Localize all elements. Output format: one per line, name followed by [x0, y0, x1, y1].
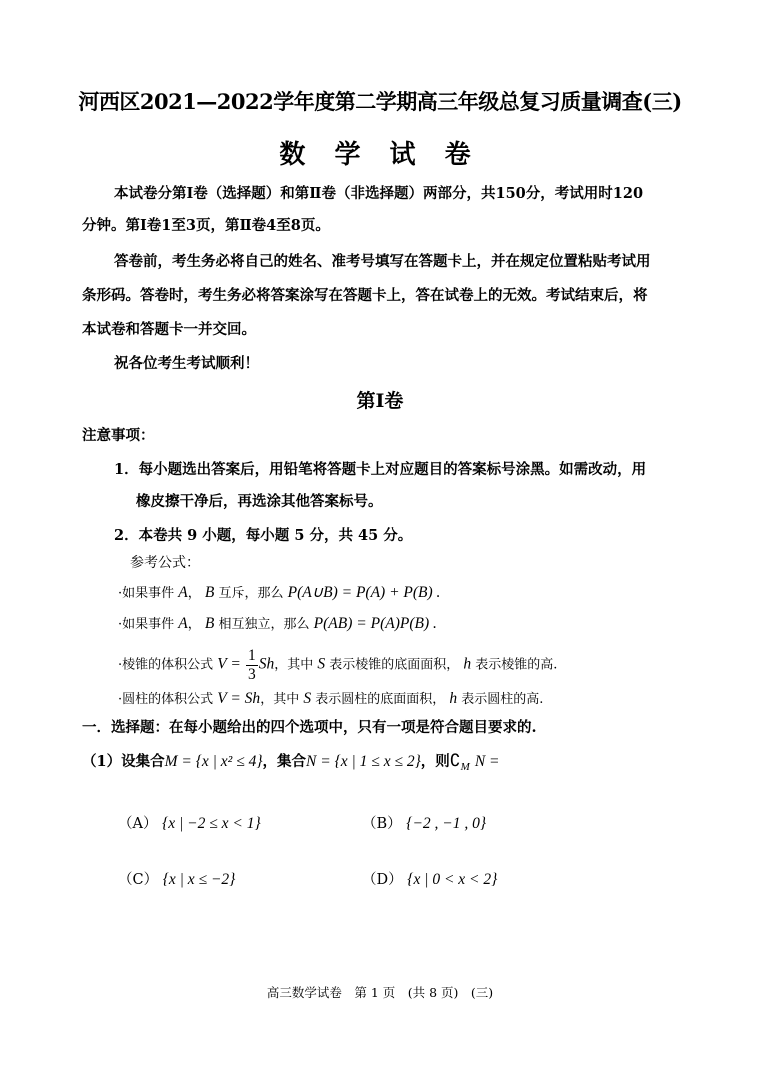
intro-line-6: 祝各位考生考试顺利！ — [114, 355, 259, 372]
option-b[interactable]: （B） {−2 , −1 , 0} — [362, 815, 487, 832]
question-1: （1）设集合M = {x | x² ≤ 4}，集合N = {x | 1 ≤ x ≤ 2}，则$∁_M$ N = — [82, 751, 500, 773]
complement-symbol: ∁ — [449, 751, 461, 771]
part-one-heading: 一．选择题：在每小题给出的四个选项中，只有一项是符合题目要求的. — [82, 719, 537, 736]
note-1-line-1: 1．每小题选出答案后，用铅笔将答题卡上对应题目的答案标号涂黑。如需改动，用 — [114, 461, 647, 478]
page-footer: 高三数学试卷 第 1 页 (共 8 页) (三) — [266, 985, 494, 1000]
note-2: 2．本卷共 9 小题，每小题 5 分，共 45 分。 — [114, 527, 413, 544]
intro-line-2: 分钟。第Ⅰ卷1至3页，第Ⅱ卷4至8页。 — [82, 217, 330, 234]
reference-formula-label: 参考公式： — [130, 555, 200, 571]
exam-title: 河西区2021—2022学年度第二学期高三年级总复习质量调查(三) — [78, 89, 682, 114]
section-title: 第Ⅰ卷 — [356, 390, 404, 412]
intro-line-3: 答卷前，考生务必将自己的姓名、准考号填写在答题卡上，并在规定位置粘贴考试用 — [114, 253, 651, 270]
notes-label: 注意事项： — [82, 427, 155, 444]
fraction-one-third: $\frac{1}{3}$ — [247, 647, 256, 683]
option-d[interactable]: （D） {x | 0 < x < 2} — [362, 871, 498, 888]
note-1-line-2: 橡皮擦干净后，再选涂其他答案标号。 — [136, 493, 383, 510]
formula-union: ·如果事件 A， B 互斥，那么 P(A∪B) = P(A) + P(B) . — [118, 584, 441, 601]
exam-subtitle: 数 学 试 卷 — [279, 140, 481, 170]
intro-line-1: 本试卷分第Ⅰ卷（选择题）和第Ⅱ卷（非选择题）两部分，共150分，考试用时120 — [114, 185, 644, 202]
formula-pyramid-volume: ·棱锥的体积公式 V = $\frac{1}{3}$ Sh，其中 S 表示棱锥的底面面积， h 表示棱锥的高. — [118, 647, 558, 683]
formula-independent: ·如果事件 A， B 相互独立，那么 P(AB) = P(A)P(B) . — [118, 615, 437, 632]
option-c[interactable]: （C） {x | x ≤ −2} — [118, 871, 236, 888]
formula-cylinder-volume: ·圆柱的体积公式 V = Sh，其中 S 表示圆柱的底面面积， h 表示圆柱的高. — [118, 690, 544, 707]
option-a[interactable]: （A） {x | −2 ≤ x < 1} — [118, 815, 261, 832]
set-m: M = {x | x² ≤ 4} — [164, 753, 263, 770]
intro-line-5: 本试卷和答题卡一并交回。 — [82, 321, 256, 338]
intro-line-4: 条形码。答卷时，考生务必将答案涂写在答题卡上，答在试卷上的无效。考试结束后，将 — [82, 287, 648, 304]
set-n: N = {x | 1 ≤ x ≤ 2} — [306, 753, 421, 770]
